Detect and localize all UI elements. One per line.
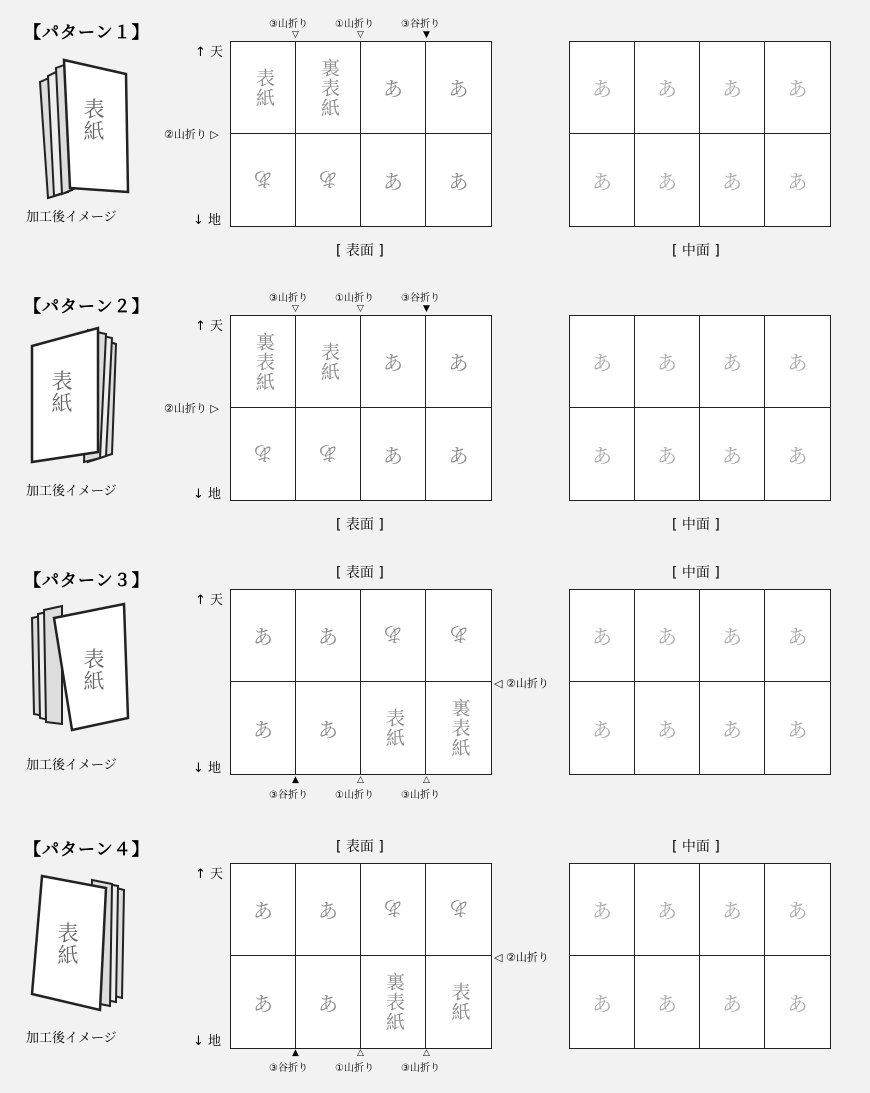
- front-face-grid-1: [230, 41, 492, 227]
- page-cell: あ: [361, 408, 426, 500]
- page-cell: あ: [570, 42, 635, 134]
- mountain-marker: △: [423, 1048, 430, 1058]
- page-cell-inverted: あ: [318, 166, 338, 191]
- pattern-4-title: 【パターン４】: [24, 840, 150, 860]
- page-cell: あ: [570, 956, 635, 1048]
- page-cell-inverted: あ: [253, 440, 273, 465]
- front-face-grid-4: [230, 863, 492, 1049]
- booklet-icon-2: [28, 316, 132, 466]
- image-label-2: 加工後イメージ: [26, 484, 117, 499]
- page-cell: あ: [635, 134, 700, 226]
- page-cell: あ: [448, 443, 469, 468]
- top-label-1: ↑ 天: [195, 45, 224, 60]
- inner-face-label-1: [ 中面 ]: [672, 243, 720, 259]
- page-cell-inverted: あ: [318, 440, 338, 465]
- valley-marker: ▼: [423, 304, 430, 314]
- top-label-4: ↑ 天: [195, 867, 224, 882]
- inner-face-label-4: [ 中面 ]: [672, 839, 720, 855]
- booklet-icon-3: [28, 598, 132, 738]
- cover-page: 表紙: [252, 67, 275, 108]
- page-cell: あ: [296, 956, 361, 1048]
- fold-mtn2-label-2: ②山折り ▷: [164, 402, 219, 415]
- page-cell: あ: [700, 316, 765, 408]
- page-cell: あ: [296, 682, 361, 774]
- page-cell: あ: [765, 42, 830, 134]
- fold-label-mtn1-2: ①山折り: [335, 293, 374, 304]
- page-cell: あ: [361, 316, 426, 408]
- page-cell: あ: [570, 682, 635, 774]
- bottom-label-1: ↓ 地: [193, 213, 222, 228]
- fold-mtn2-label-4: ◁ ②山折り: [494, 951, 549, 964]
- page-cell: あ: [700, 590, 765, 682]
- image-label-3: 加工後イメージ: [26, 758, 117, 773]
- mountain-marker: ▽: [357, 304, 364, 314]
- page-cell: あ: [448, 169, 469, 194]
- fold-label-val3-2: ③谷折り: [401, 293, 440, 304]
- fold-mtn2-label-3: ◁ ②山折り: [494, 677, 549, 690]
- page-cell: あ: [635, 590, 700, 682]
- page-cell: あ: [296, 864, 361, 956]
- fold-label-mtn3-3: ③山折り: [401, 790, 440, 801]
- front-face-label-4: [ 表面 ]: [336, 839, 384, 855]
- fold-label-val3-1: ③谷折り: [401, 19, 440, 30]
- fold-label-mtn3-1: ③山折り: [269, 19, 308, 30]
- back-cover-page: 裏表紙: [252, 331, 275, 392]
- fold-label-val3-3: ③谷折り: [269, 790, 308, 801]
- page-cell: あ: [700, 682, 765, 774]
- page-cell: あ: [635, 682, 700, 774]
- page-cell: あ: [700, 864, 765, 956]
- page-cell: あ: [765, 316, 830, 408]
- page-cell: あ: [570, 864, 635, 956]
- page-cell: あ: [765, 864, 830, 956]
- cover-page: 表紙: [317, 341, 340, 382]
- booklet-cover-text-2: 表紙: [49, 370, 74, 414]
- pattern-2-title: 【パターン２】: [24, 297, 150, 317]
- back-cover-page: 裏表紙: [382, 972, 405, 1032]
- cover-page: 表紙: [382, 708, 405, 748]
- page-cell: あ: [700, 408, 765, 500]
- page-cell: あ: [635, 316, 700, 408]
- booklet-icon-4: [28, 870, 132, 1018]
- page-cell: あ: [231, 682, 296, 774]
- inner-face-label-2: [ 中面 ]: [672, 517, 720, 533]
- front-face-grid-3: [230, 589, 492, 775]
- fold-label-val3-4: ③谷折り: [269, 1063, 308, 1074]
- fold-label-mtn1-4: ①山折り: [335, 1063, 374, 1074]
- valley-marker: ▲: [292, 1048, 299, 1058]
- image-label-1: 加工後イメージ: [26, 210, 117, 225]
- booklet-icon-1: [28, 52, 132, 200]
- page-cell: あ: [231, 590, 296, 682]
- back-cover-page: 裏表紙: [317, 57, 340, 118]
- bottom-label-4: ↓ 地: [193, 1034, 222, 1049]
- booklet-cover-text-1: 表紙: [81, 98, 106, 142]
- fold-mtn2-label-1: ②山折り ▷: [164, 128, 219, 141]
- page-cell-inverted: あ: [253, 166, 273, 191]
- mountain-marker: △: [357, 1048, 364, 1058]
- page-cell-inverted: あ: [383, 896, 403, 920]
- page-cell: あ: [570, 316, 635, 408]
- page-cell: あ: [787, 717, 808, 742]
- page-cell: あ: [787, 443, 808, 468]
- page-cell: あ: [700, 42, 765, 134]
- page-cell-inverted: あ: [448, 896, 469, 920]
- page-cell: あ: [635, 408, 700, 500]
- page-cell: あ: [231, 956, 296, 1048]
- cover-page: 表紙: [448, 982, 471, 1022]
- page-cell: あ: [570, 408, 635, 500]
- page-cell: あ: [700, 134, 765, 226]
- inner-face-label-3: [ 中面 ]: [672, 565, 720, 581]
- page-cell: あ: [700, 956, 765, 1048]
- page-cell: あ: [231, 864, 296, 956]
- page-cell-inverted: あ: [383, 622, 403, 646]
- valley-marker: ▲: [292, 775, 299, 785]
- mountain-marker: △: [423, 775, 430, 785]
- image-label-4: 加工後イメージ: [26, 1031, 117, 1046]
- mountain-marker: ▽: [357, 30, 364, 40]
- page-cell: あ: [426, 316, 491, 408]
- pattern-1-title: 【パターン１】: [24, 23, 150, 43]
- booklet-cover-text-3: 表紙: [81, 648, 106, 692]
- page-cell: あ: [787, 991, 808, 1016]
- inner-face-grid-2: [569, 315, 831, 501]
- page-cell-inverted: あ: [448, 622, 469, 646]
- mountain-marker: ▽: [292, 30, 299, 40]
- fold-label-mtn3-2: ③山折り: [269, 293, 308, 304]
- back-cover-page: 裏表紙: [448, 698, 471, 758]
- page-cell: あ: [570, 134, 635, 226]
- inner-face-grid-1: [569, 41, 831, 227]
- front-face-label-2: [ 表面 ]: [336, 517, 384, 533]
- fold-label-mtn3-4: ③山折り: [401, 1063, 440, 1074]
- pattern-3-title: 【パターン３】: [24, 571, 150, 591]
- mountain-marker: ▽: [292, 304, 299, 314]
- page-cell: あ: [635, 864, 700, 956]
- booklet-cover-text-4: 表紙: [55, 922, 80, 966]
- page-cell: あ: [635, 42, 700, 134]
- page-cell: あ: [570, 590, 635, 682]
- inner-face-grid-4: [569, 863, 831, 1049]
- page-cell: あ: [361, 42, 426, 134]
- inner-face-grid-3: [569, 589, 831, 775]
- page-cell: あ: [787, 169, 808, 194]
- bottom-label-2: ↓ 地: [193, 487, 222, 502]
- valley-marker: ▼: [423, 30, 430, 40]
- fold-label-mtn1-1: ①山折り: [335, 19, 374, 30]
- page-cell: あ: [361, 134, 426, 226]
- page-cell: あ: [296, 590, 361, 682]
- top-label-3: ↑ 天: [195, 593, 224, 608]
- page-cell: あ: [426, 42, 491, 134]
- top-label-2: ↑ 天: [195, 319, 224, 334]
- front-face-grid-2: [230, 315, 492, 501]
- bottom-label-3: ↓ 地: [193, 761, 222, 776]
- mountain-marker: △: [357, 775, 364, 785]
- front-face-label-3: [ 表面 ]: [336, 565, 384, 581]
- front-face-label-1: [ 表面 ]: [336, 243, 384, 259]
- page-cell: あ: [635, 956, 700, 1048]
- page-cell: あ: [765, 590, 830, 682]
- fold-label-mtn1-3: ①山折り: [335, 790, 374, 801]
